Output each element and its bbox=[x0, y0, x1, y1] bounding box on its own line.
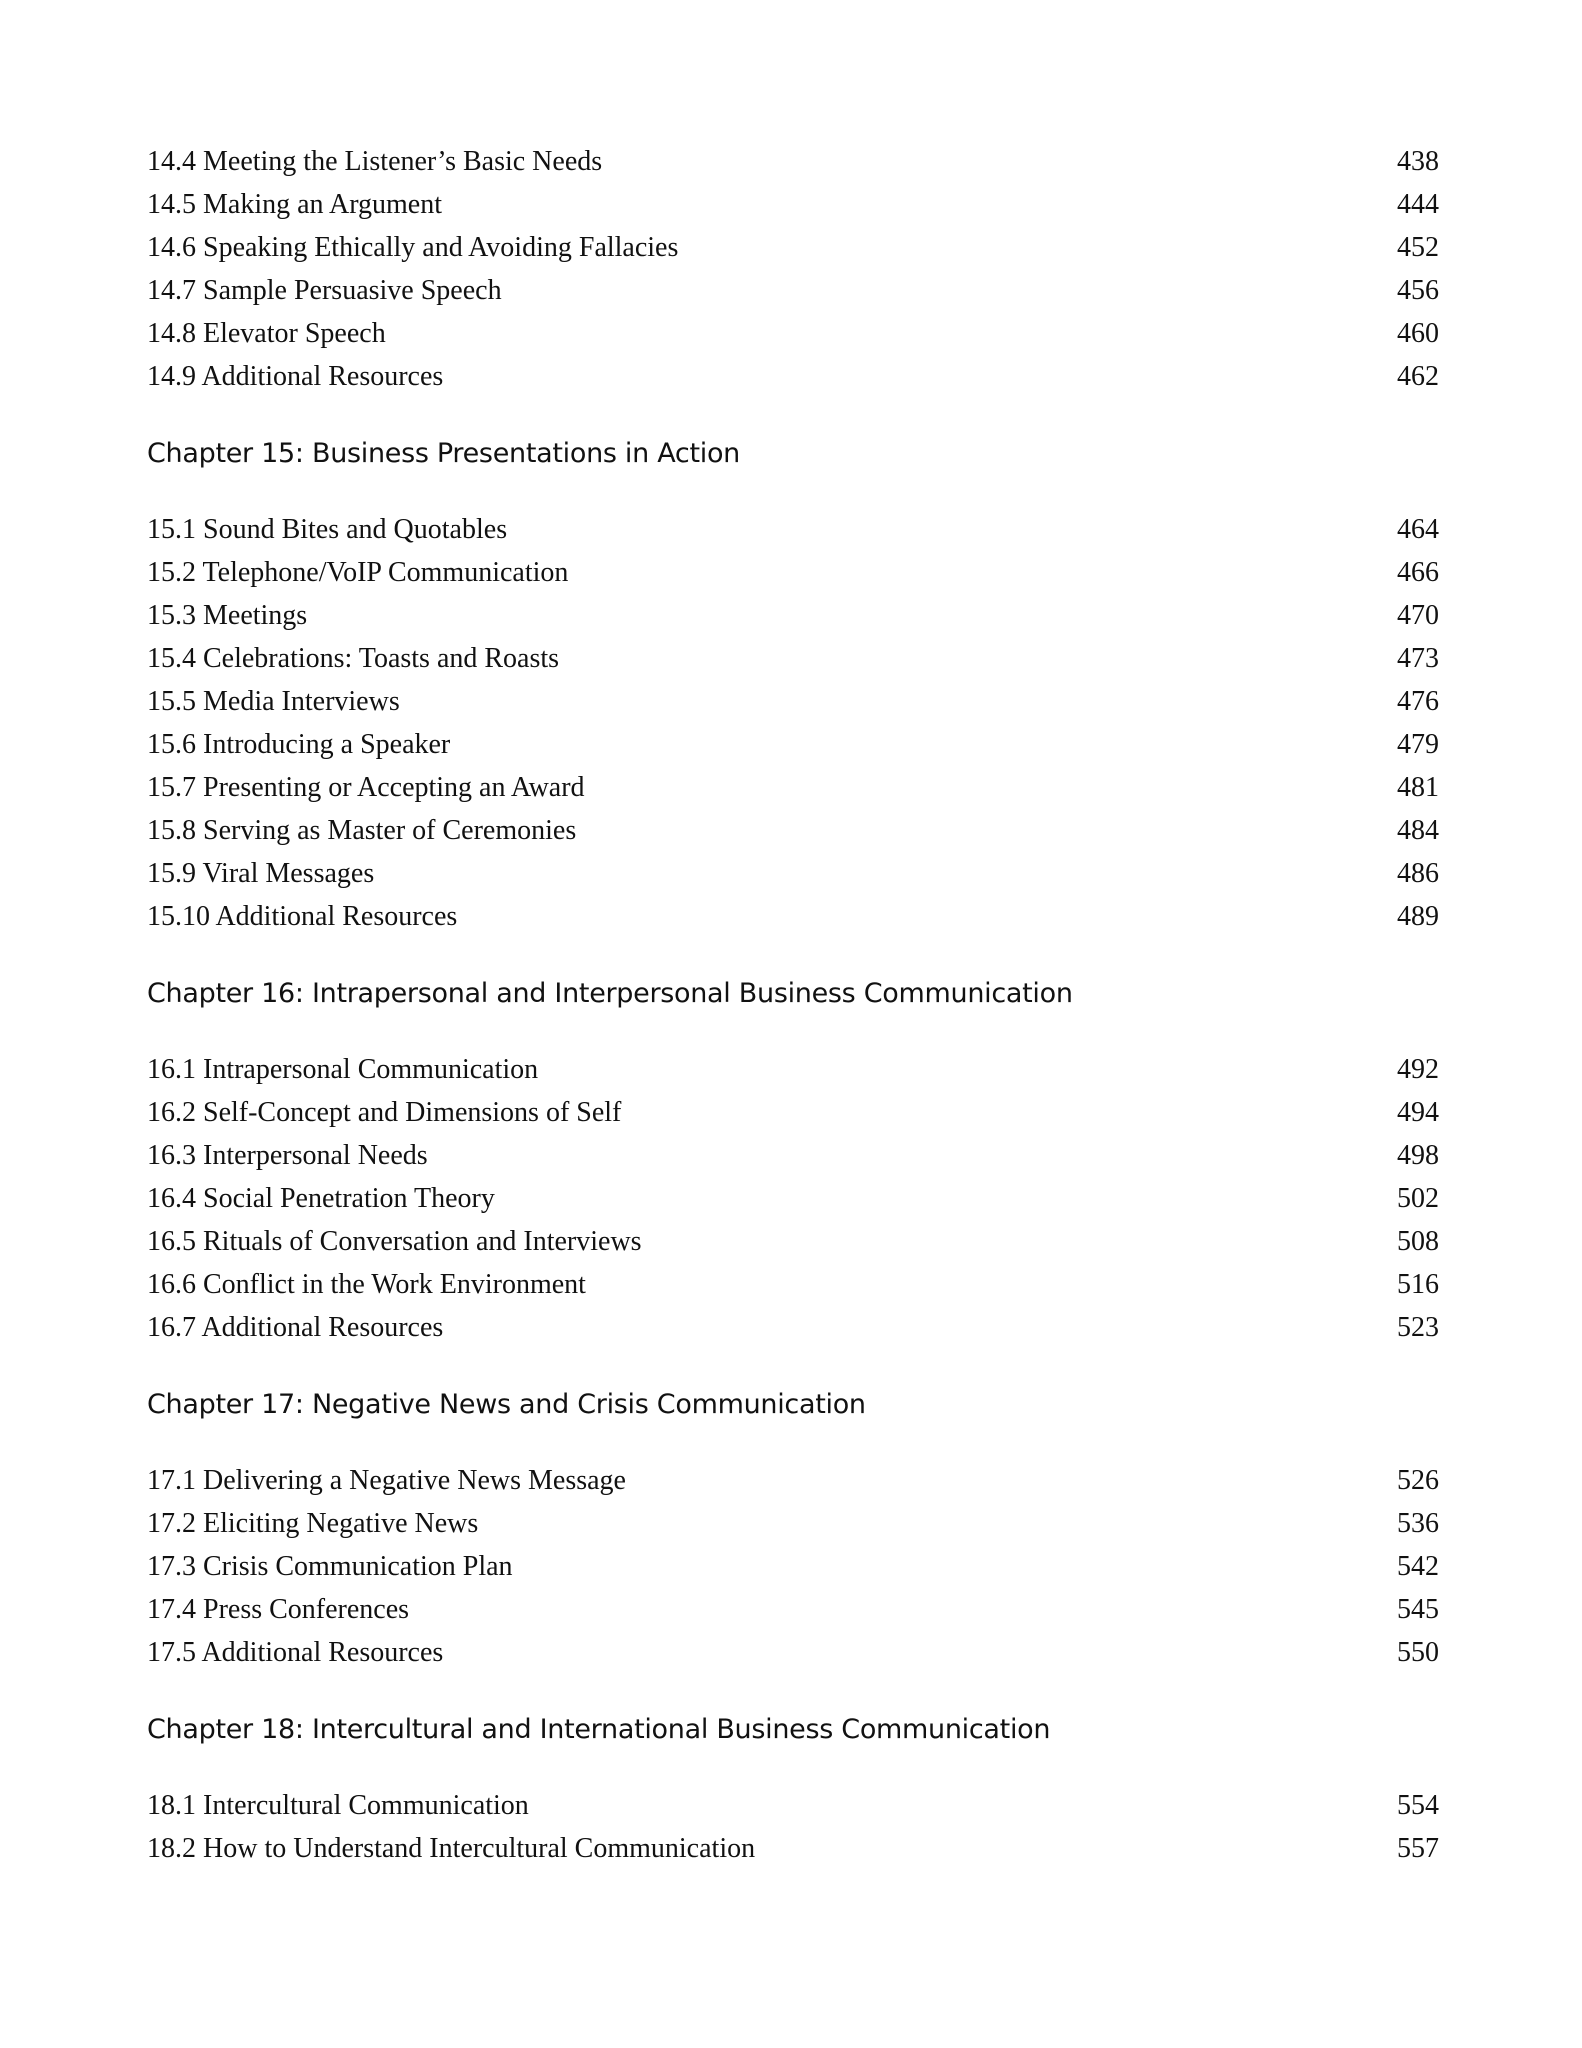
toc-entry-title: 16.7 Additional Resources bbox=[147, 1312, 444, 1343]
toc-entry-title: 17.3 Crisis Communication Plan bbox=[147, 1551, 513, 1582]
toc-entry-title: 15.9 Viral Messages bbox=[147, 858, 375, 889]
table-of-contents bbox=[147, 140, 1439, 1870]
toc-entry[interactable] bbox=[147, 1545, 1439, 1588]
toc-entry[interactable] bbox=[147, 809, 1439, 852]
toc-entry[interactable] bbox=[147, 1134, 1439, 1177]
toc-entry-page-number: 452 bbox=[1397, 232, 1439, 263]
toc-entry-page-number: 489 bbox=[1397, 901, 1439, 932]
toc-entry-title: 16.5 Rituals of Conversation and Interviews bbox=[147, 1226, 642, 1257]
toc-entry-title: 18.2 How to Understand Intercultural Communication bbox=[147, 1833, 756, 1864]
toc-entry-page-number: 444 bbox=[1397, 189, 1439, 220]
toc-entry[interactable] bbox=[147, 852, 1439, 895]
toc-entry-page-number: 494 bbox=[1397, 1097, 1439, 1128]
toc-entry-page-number: 476 bbox=[1397, 686, 1439, 717]
toc-entry[interactable] bbox=[147, 1220, 1439, 1263]
toc-entry-page-number: 526 bbox=[1397, 1465, 1439, 1496]
toc-entry[interactable] bbox=[147, 312, 1439, 355]
toc-entry-title: 16.2 Self-Concept and Dimensions of Self bbox=[147, 1097, 622, 1128]
toc-entry-page-number: 460 bbox=[1397, 318, 1439, 349]
toc-entry[interactable] bbox=[147, 1263, 1439, 1306]
chapter-heading[interactable]: Chapter 18: Intercultural and International Business Communication bbox=[147, 1714, 1051, 1745]
toc-entry-title: 15.3 Meetings bbox=[147, 600, 308, 631]
toc-entry[interactable] bbox=[147, 269, 1439, 312]
toc-entry-page-number: 456 bbox=[1397, 275, 1439, 306]
toc-entry-page-number: 486 bbox=[1397, 858, 1439, 889]
toc-entry-title: 15.5 Media Interviews bbox=[147, 686, 400, 717]
toc-entry[interactable] bbox=[147, 1459, 1439, 1502]
toc-entry-page-number: 502 bbox=[1397, 1183, 1439, 1214]
toc-entry[interactable] bbox=[147, 1631, 1439, 1674]
toc-entry-page-number: 536 bbox=[1397, 1508, 1439, 1539]
toc-entry-title: 14.5 Making an Argument bbox=[147, 189, 443, 220]
toc-entry-title: 14.7 Sample Persuasive Speech bbox=[147, 275, 502, 306]
toc-entry-title: 16.1 Intrapersonal Communication bbox=[147, 1054, 539, 1085]
toc-entry[interactable] bbox=[147, 594, 1439, 637]
toc-entry-title: 14.9 Additional Resources bbox=[147, 361, 444, 392]
toc-entry-page-number: 473 bbox=[1397, 643, 1439, 674]
toc-entry-page-number: 542 bbox=[1397, 1551, 1439, 1582]
toc-entry-page-number: 545 bbox=[1397, 1594, 1439, 1625]
toc-entry-page-number: 462 bbox=[1397, 361, 1439, 392]
toc-entry-title: 15.1 Sound Bites and Quotables bbox=[147, 514, 508, 545]
toc-entry-title: 15.2 Telephone/VoIP Communication bbox=[147, 557, 569, 588]
toc-entry[interactable] bbox=[147, 1588, 1439, 1631]
toc-entry[interactable] bbox=[147, 1177, 1439, 1220]
toc-entry[interactable] bbox=[147, 140, 1439, 183]
toc-entry-title: 15.8 Serving as Master of Ceremonies bbox=[147, 815, 577, 846]
toc-entry-title: 16.4 Social Penetration Theory bbox=[147, 1183, 495, 1214]
chapter-heading[interactable]: Chapter 17: Negative News and Crisis Communication bbox=[147, 1389, 866, 1420]
toc-entry[interactable] bbox=[147, 226, 1439, 269]
toc-entry[interactable] bbox=[147, 1827, 1439, 1870]
toc-entry[interactable] bbox=[147, 766, 1439, 809]
toc-entry-page-number: 492 bbox=[1397, 1054, 1439, 1085]
toc-entry[interactable] bbox=[147, 551, 1439, 594]
chapter-heading[interactable]: Chapter 16: Intrapersonal and Interpersonal Business Communication bbox=[147, 978, 1073, 1009]
toc-entry[interactable] bbox=[147, 355, 1439, 398]
toc-entry-title: 14.6 Speaking Ethically and Avoiding Fallacies bbox=[147, 232, 679, 263]
toc-entry-page-number: 479 bbox=[1397, 729, 1439, 760]
toc-entry-page-number: 508 bbox=[1397, 1226, 1439, 1257]
toc-entry-title: 17.4 Press Conferences bbox=[147, 1594, 410, 1625]
toc-entry-page-number: 470 bbox=[1397, 600, 1439, 631]
toc-entry[interactable] bbox=[147, 1048, 1439, 1091]
toc-entry[interactable] bbox=[147, 1502, 1439, 1545]
toc-entry[interactable] bbox=[147, 637, 1439, 680]
toc-entry-page-number: 484 bbox=[1397, 815, 1439, 846]
toc-entry-page-number: 438 bbox=[1397, 146, 1439, 177]
toc-entry-title: 16.6 Conflict in the Work Environment bbox=[147, 1269, 586, 1300]
toc-entry-page-number: 498 bbox=[1397, 1140, 1439, 1171]
toc-entry-title: 15.6 Introducing a Speaker bbox=[147, 729, 451, 760]
toc-entry-page-number: 554 bbox=[1397, 1790, 1439, 1821]
toc-entry[interactable] bbox=[147, 1784, 1439, 1827]
toc-entry-page-number: 464 bbox=[1397, 514, 1439, 545]
toc-entry-title: 17.5 Additional Resources bbox=[147, 1637, 444, 1668]
toc-entry-page-number: 516 bbox=[1397, 1269, 1439, 1300]
toc-entry-page-number: 466 bbox=[1397, 557, 1439, 588]
chapter-heading[interactable]: Chapter 15: Business Presentations in Action bbox=[147, 438, 740, 469]
toc-entry-page-number: 550 bbox=[1397, 1637, 1439, 1668]
toc-entry[interactable] bbox=[147, 1091, 1439, 1134]
toc-entry[interactable] bbox=[147, 183, 1439, 226]
toc-entry[interactable] bbox=[147, 680, 1439, 723]
toc-entry-page-number: 481 bbox=[1397, 772, 1439, 803]
toc-entry-title: 15.7 Presenting or Accepting an Award bbox=[147, 772, 585, 803]
toc-entry-title: 14.4 Meeting the Listener’s Basic Needs bbox=[147, 146, 603, 177]
toc-entry-title: 15.4 Celebrations: Toasts and Roasts bbox=[147, 643, 560, 674]
toc-entry-page-number: 523 bbox=[1397, 1312, 1439, 1343]
toc-entry[interactable] bbox=[147, 895, 1439, 938]
toc-entry[interactable] bbox=[147, 1306, 1439, 1349]
toc-entry-page-number: 557 bbox=[1397, 1833, 1439, 1864]
toc-entry[interactable] bbox=[147, 723, 1439, 766]
toc-entry[interactable] bbox=[147, 508, 1439, 551]
toc-entry-title: 15.10 Additional Resources bbox=[147, 901, 458, 932]
toc-entry-title: 18.1 Intercultural Communication bbox=[147, 1790, 529, 1821]
toc-entry-title: 16.3 Interpersonal Needs bbox=[147, 1140, 428, 1171]
toc-entry-title: 17.1 Delivering a Negative News Message bbox=[147, 1465, 626, 1496]
toc-entry-title: 17.2 Eliciting Negative News bbox=[147, 1508, 479, 1539]
toc-entry-title: 14.8 Elevator Speech bbox=[147, 318, 386, 349]
